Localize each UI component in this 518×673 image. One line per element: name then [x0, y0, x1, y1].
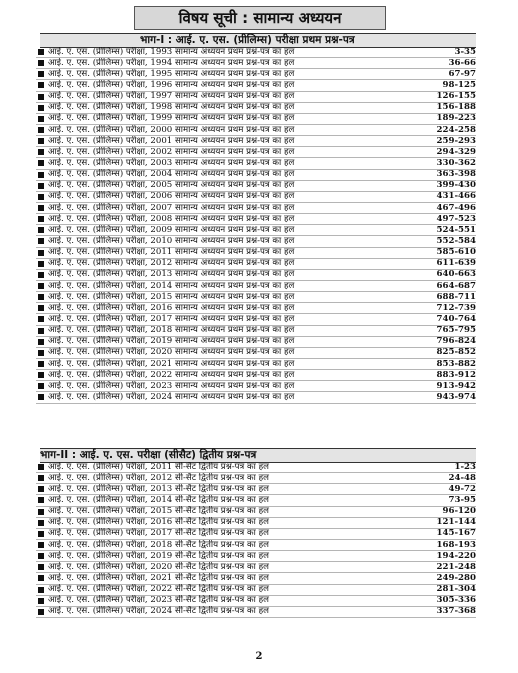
toc-entry-title: आई. ए. एस. (प्रीलिम्स) परीक्षा, 2015 सी-सैट द्वितीय प्रश्न-पत्र का हल: [48, 506, 269, 517]
toc-entry-title: आई. ए. एस. (प्रीलिम्स) परीक्षा, 2010 सामान्य अध्ययन प्रथम प्रश्न-पत्र का हल: [48, 235, 295, 246]
toc-entry-title: आई. ए. एस. (प्रीलिम्स) परीक्षा, 2022 सी-सैट द्वितीय प्रश्न-पत्र का हल: [48, 584, 269, 595]
toc-entry: [36, 303, 476, 314]
page-number: 2: [255, 651, 263, 662]
square-bullet-icon: [38, 553, 44, 559]
square-bullet-icon: [38, 486, 44, 492]
toc-entry-pages: 145-167: [436, 528, 476, 539]
toc-entry-title: आई. ए. एस. (प्रीलिम्स) परीक्षा, 2021 सी-सैट द्वितीय प्रश्न-पत्र का हल: [48, 572, 269, 583]
square-bullet-icon: [38, 520, 44, 526]
toc-entry-pages: 883-912: [436, 369, 476, 380]
square-bullet-icon: [38, 272, 44, 278]
toc-entry-pages: 796-824: [436, 336, 476, 347]
square-bullet-icon: [38, 575, 44, 581]
toc-entry-title: आई. ए. एस. (प्रीलिम्स) परीक्षा, 2001 सामान्य अध्ययन प्रथम प्रश्न-पत्र का हल: [48, 135, 295, 146]
toc-entry: [36, 370, 476, 381]
toc-entry-pages: 552-584: [436, 235, 476, 246]
toc-entry: [36, 259, 476, 270]
square-bullet-icon: [38, 60, 44, 66]
square-bullet-icon: [38, 250, 44, 256]
toc-entry: [36, 473, 476, 484]
toc-entry: [36, 92, 476, 103]
toc-entry-pages: 399-430: [436, 180, 476, 191]
toc-entry-pages: 664-687: [436, 280, 476, 291]
square-bullet-icon: [38, 542, 44, 548]
toc-entry-title: आई. ए. एस. (प्रीलिम्स) परीक्षा, 1998 सामान्य अध्ययन प्रथम प्रश्न-पत्र का हल: [48, 102, 295, 113]
toc-entry: [36, 314, 476, 325]
toc-entry-title: आई. ए. एस. (प्रीलिम्स) परीक्षा, 2014 सामान्य अध्ययन प्रथम प्रश्न-पत्र का हल: [48, 280, 295, 291]
toc-entry: [36, 170, 476, 181]
toc-entry: [36, 103, 476, 114]
square-bullet-icon: [38, 238, 44, 244]
toc-entry-title: आई. ए. एस. (प्रीलिम्स) परीक्षा, 2004 सामान्य अध्ययन प्रथम प्रश्न-पत्र का हल: [48, 169, 295, 180]
toc-entry-pages: 259-293: [436, 135, 476, 146]
square-bullet-icon: [38, 531, 44, 537]
square-bullet-icon: [38, 609, 44, 615]
toc-entry-title: आई. ए. एस. (प्रीलिम्स) परीक्षा, 2014 सी-सैट द्वितीय प्रश्न-पत्र का हल: [48, 495, 269, 505]
toc-entry-title: आई. ए. एस. (प्रीलिम्स) परीक्षा, 2021 सामान्य अध्ययन प्रथम प्रश्न-पत्र का हल: [48, 358, 295, 369]
toc-entry-pages: 156-188: [436, 102, 476, 113]
toc-entry-title: आई. ए. एस. (प्रीलिम्स) परीक्षा, 2022 सामान्य अध्ययन प्रथम प्रश्न-पत्र का हल: [48, 369, 295, 380]
toc-entry: [36, 47, 476, 58]
toc-entry-pages: 740-764: [436, 313, 476, 324]
toc-list-part-1: [36, 47, 476, 404]
toc-entry: [36, 562, 476, 573]
toc-entry-pages: 294-329: [436, 146, 476, 157]
toc-entry-pages: 189-223: [436, 113, 476, 124]
toc-entry: [36, 359, 476, 370]
square-bullet-icon: [38, 160, 44, 166]
square-bullet-icon: [38, 261, 44, 267]
toc-entry-pages: 765-795: [436, 325, 476, 336]
section-heading-part-2: भाग-II : आई. ए. एस. परीक्षा (सीसैट) द्वितीय प्रश्न-पत्र: [40, 448, 476, 463]
toc-entry: [36, 337, 476, 348]
toc-entry-pages: 249-280: [436, 572, 476, 583]
toc-entry-title: आई. ए. एस. (प्रीलिम्स) परीक्षा, 2009 सामान्य अध्ययन प्रथम प्रश्न-पत्र का हल: [48, 224, 295, 235]
square-bullet-icon: [38, 194, 44, 200]
toc-entry-pages: 24-48: [448, 472, 476, 483]
toc-entry-pages: 611-639: [436, 258, 476, 269]
toc-entry: [36, 551, 476, 562]
toc-entry-pages: 168-193: [436, 539, 476, 550]
toc-entry: [36, 270, 476, 281]
square-bullet-icon: [38, 116, 44, 122]
square-bullet-icon: [38, 475, 44, 481]
toc-entry: [36, 292, 476, 303]
square-bullet-icon: [38, 71, 44, 77]
toc-entry-pages: 467-496: [436, 202, 476, 213]
toc-entry: [36, 484, 476, 495]
toc-entry-pages: 126-155: [436, 91, 476, 102]
toc-entry-title: आई. ए. एस. (प्रीलिम्स) परीक्षा, 1999 सामान्य अध्ययन प्रथम प्रश्न-पत्र का हल: [48, 113, 295, 124]
toc-entry-title: आई. ए. एस. (प्रीलिम्स) परीक्षा, 1995 सामान्य अध्ययन प्रथम प्रश्न-पत्र का हल: [48, 68, 295, 79]
toc-entry-title: आई. ए. एस. (प्रीलिम्स) परीक्षा, 2018 सी-सैट द्वितीय प्रश्न-पत्र का हल: [48, 539, 269, 550]
toc-entry: [36, 203, 476, 214]
square-bullet-icon: [38, 227, 44, 233]
toc-entry: [36, 80, 476, 91]
square-bullet-icon: [38, 509, 44, 515]
square-bullet-icon: [38, 350, 44, 356]
square-bullet-icon: [38, 328, 44, 334]
toc-entry-title: आई. ए. एस. (प्रीलिम्स) परीक्षा, 1993 सामान्य अध्ययन प्रथम प्रश्न-पत्र का हल: [48, 46, 295, 57]
square-bullet-icon: [38, 316, 44, 322]
toc-entry-title: आई. ए. एस. (प्रीलिम्स) परीक्षा, 2017 सी-सैट द्वितीय प्रश्न-पत्र का हल: [48, 528, 269, 539]
toc-entry-title: आई. ए. एस. (प्रीलिम्स) परीक्षा, 2000 सामान्य अध्ययन प्रथम प्रश्न-पत्र का हल: [48, 124, 295, 135]
toc-entry: [36, 125, 476, 136]
toc-entry-pages: 524-551: [436, 224, 476, 235]
square-bullet-icon: [38, 587, 44, 593]
toc-entry-title: आई. ए. एस. (प्रीलिम्स) परीक्षा, 2016 सामान्य अध्ययन प्रथम प्रश्न-पत्र का हल: [48, 302, 295, 313]
toc-entry-pages: 497-523: [436, 213, 476, 224]
toc-entry-pages: 67-97: [448, 68, 476, 79]
toc-entry-title: आई. ए. एस. (प्रीलिम्स) परीक्षा, 2015 सामान्य अध्ययन प्रथम प्रश्न-पत्र का हल: [48, 291, 295, 302]
toc-entry-pages: 640-663: [436, 269, 476, 280]
toc-entry: [36, 381, 476, 392]
toc-entry: [36, 573, 476, 584]
square-bullet-icon: [38, 127, 44, 133]
square-bullet-icon: [38, 172, 44, 178]
toc-entry: [36, 348, 476, 359]
toc-entry-pages: 943-974: [436, 391, 476, 402]
toc-entry: [36, 69, 476, 80]
toc-entry: [36, 181, 476, 192]
toc-entry-title: आई. ए. एस. (प्रीलिम्स) परीक्षा, 2011 सामान्य अध्ययन प्रथम प्रश्न-पत्र का हल: [48, 247, 295, 258]
toc-entry-pages: 96-120: [442, 506, 476, 517]
square-bullet-icon: [38, 464, 44, 470]
toc-entry: [36, 214, 476, 225]
square-bullet-icon: [38, 94, 44, 100]
toc-entry: [36, 158, 476, 169]
toc-entry: [36, 192, 476, 203]
toc-entry-title: आई. ए. एस. (प्रीलिम्स) परीक्षा, 2013 सी-सैट द्वितीय प्रश्न-पत्र का हल: [48, 483, 269, 494]
toc-entry-title: आई. ए. एस. (प्रीलिम्स) परीक्षा, 2018 सामान्य अध्ययन प्रथम प्रश्न-पत्र का हल: [48, 325, 295, 336]
toc-entry-pages: 585-610: [436, 247, 476, 258]
toc-entry-title: आई. ए. एस. (प्रीलिम्स) परीक्षा, 1997 सामान्य अध्ययन प्रथम प्रश्न-पत्र का हल: [48, 91, 295, 102]
toc-entry: [36, 607, 476, 618]
toc-entry: [36, 326, 476, 337]
toc-entry: [36, 281, 476, 292]
toc-entry: [36, 529, 476, 540]
toc-entry: [36, 495, 476, 506]
toc-entry: [36, 392, 476, 403]
toc-entry-title: आई. ए. एस. (प्रीलिम्स) परीक्षा, 2024 सी-सैट द्वितीय प्रश्न-पत्र का हल: [48, 606, 269, 617]
square-bullet-icon: [38, 598, 44, 604]
toc-entry-pages: 305-336: [436, 595, 476, 606]
square-bullet-icon: [38, 105, 44, 111]
toc-entry: [36, 136, 476, 147]
toc-entry-title: आई. ए. एस. (प्रीलिम्स) परीक्षा, 2019 सी-सैट द्वितीय प्रश्न-पत्र का हल: [48, 550, 269, 561]
toc-entry-pages: 913-942: [436, 380, 476, 391]
square-bullet-icon: [38, 497, 44, 503]
toc-entry: [36, 225, 476, 236]
toc-entry: [36, 596, 476, 607]
toc-entry-title: आई. ए. एस. (प्रीलिम्स) परीक्षा, 2020 सामान्य अध्ययन प्रथम प्रश्न-पत्र का हल: [48, 347, 295, 358]
toc-entry: [36, 236, 476, 247]
toc-list-part-2: [36, 462, 476, 618]
square-bullet-icon: [38, 394, 44, 400]
square-bullet-icon: [38, 339, 44, 345]
toc-entry-pages: 712-739: [436, 302, 476, 313]
toc-entry-title: आई. ए. एस. (प्रीलिम्स) परीक्षा, 1996 सामान्य अध्ययन प्रथम प्रश्न-पत्र का हल: [48, 80, 295, 90]
toc-entry-title: आई. ए. एस. (प्रीलिम्स) परीक्षा, 2017 सामान्य अध्ययन प्रथम प्रश्न-पत्र का हल: [48, 313, 295, 324]
toc-entry-pages: 825-852: [436, 347, 476, 358]
toc-entry: [36, 114, 476, 125]
square-bullet-icon: [38, 283, 44, 289]
square-bullet-icon: [38, 294, 44, 300]
toc-entry-title: आई. ए. एस. (प्रीलिम्स) परीक्षा, 2002 सामान्य अध्ययन प्रथम प्रश्न-पत्र का हल: [48, 146, 295, 157]
toc-entry-title: आई. ए. एस. (प्रीलिम्स) परीक्षा, 2012 सामान्य अध्ययन प्रथम प्रश्न-पत्र का हल: [48, 258, 295, 269]
toc-entry: [36, 507, 476, 518]
toc-entry: [36, 462, 476, 473]
toc-entry-title: आई. ए. एस. (प्रीलिम्स) परीक्षा, 2013 सामान्य अध्ययन प्रथम प्रश्न-पत्र का हल: [48, 269, 295, 280]
toc-entry-title: आई. ए. एस. (प्रीलिम्स) परीक्षा, 2012 सी-सैट द्वितीय प्रश्न-पत्र का हल: [48, 472, 269, 483]
square-bullet-icon: [38, 82, 44, 88]
square-bullet-icon: [38, 372, 44, 378]
toc-entry-title: आई. ए. एस. (प्रीलिम्स) परीक्षा, 2007 सामान्य अध्ययन प्रथम प्रश्न-पत्र का हल: [48, 202, 295, 213]
toc-entry: [36, 58, 476, 69]
toc-entry: [36, 147, 476, 158]
square-bullet-icon: [38, 49, 44, 55]
toc-entry-pages: 98-125: [442, 80, 476, 90]
square-bullet-icon: [38, 216, 44, 222]
toc-entry-title: आई. ए. एस. (प्रीलिम्स) परीक्षा, 2011 सी-सैट द्वितीय प्रश्न-पत्र का हल: [48, 461, 269, 472]
toc-entry-pages: 73-95: [448, 495, 476, 505]
toc-entry-title: आई. ए. एस. (प्रीलिम्स) परीक्षा, 2023 सामान्य अध्ययन प्रथम प्रश्न-पत्र का हल: [48, 380, 295, 391]
toc-entry-pages: 853-882: [436, 358, 476, 369]
square-bullet-icon: [38, 305, 44, 311]
square-bullet-icon: [38, 138, 44, 144]
toc-entry-pages: 431-466: [436, 191, 476, 202]
toc-entry-title: आई. ए. एस. (प्रीलिम्स) परीक्षा, 2024 सामान्य अध्ययन प्रथम प्रश्न-पत्र का हल: [48, 391, 295, 402]
toc-entry-title: आई. ए. एस. (प्रीलिम्स) परीक्षा, 2020 सी-सैट द्वितीय प्रश्न-पत्र का हल: [48, 561, 269, 572]
square-bullet-icon: [38, 205, 44, 211]
toc-entry-pages: 224-258: [436, 124, 476, 135]
section-heading-part-1: भाग-I : आई. ए. एस. (प्रीलिम्स) परीक्षा प्रथम प्रश्न-पत्र: [40, 33, 476, 48]
toc-entry-pages: 688-711: [436, 291, 476, 302]
toc-entry-pages: 194-220: [436, 550, 476, 561]
square-bullet-icon: [38, 183, 44, 189]
toc-entry-pages: 221-248: [436, 561, 476, 572]
toc-entry-pages: 330-362: [436, 157, 476, 168]
toc-entry: [36, 540, 476, 551]
toc-entry: [36, 518, 476, 529]
square-bullet-icon: [38, 149, 44, 155]
toc-entry-pages: 1-23: [454, 461, 476, 472]
toc-entry: [36, 585, 476, 596]
toc-entry-pages: 121-144: [436, 517, 476, 528]
toc-entry-pages: 281-304: [436, 584, 476, 595]
toc-entry-pages: 36-66: [448, 57, 476, 68]
toc-entry-title: आई. ए. एस. (प्रीलिम्स) परीक्षा, 2003 सामान्य अध्ययन प्रथम प्रश्न-पत्र का हल: [48, 157, 295, 168]
toc-entry-title: आई. ए. एस. (प्रीलिम्स) परीक्षा, 2006 सामान्य अध्ययन प्रथम प्रश्न-पत्र का हल: [48, 191, 295, 202]
toc-entry-pages: 337-368: [436, 606, 476, 617]
page-title: विषय सूची : सामान्य अध्ययन: [134, 6, 386, 30]
toc-entry-title: आई. ए. एस. (प्रीलिम्स) परीक्षा, 2005 सामान्य अध्ययन प्रथम प्रश्न-पत्र का हल: [48, 180, 295, 191]
toc-entry-title: आई. ए. एस. (प्रीलिम्स) परीक्षा, 2019 सामान्य अध्ययन प्रथम प्रश्न-पत्र का हल: [48, 336, 295, 347]
toc-entry-title: आई. ए. एस. (प्रीलिम्स) परीक्षा, 2008 सामान्य अध्ययन प्रथम प्रश्न-पत्र का हल: [48, 213, 295, 224]
toc-entry-title: आई. ए. एस. (प्रीलिम्स) परीक्षा, 1994 सामान्य अध्ययन प्रथम प्रश्न-पत्र का हल: [48, 57, 295, 68]
toc-entry-title: आई. ए. एस. (प्रीलिम्स) परीक्षा, 2023 सी-सैट द्वितीय प्रश्न-पत्र का हल: [48, 595, 269, 606]
square-bullet-icon: [38, 383, 44, 389]
toc-entry: [36, 248, 476, 259]
toc-entry-pages: 49-72: [448, 483, 476, 494]
toc-entry-title: आई. ए. एस. (प्रीलिम्स) परीक्षा, 2016 सी-सैट द्वितीय प्रश्न-पत्र का हल: [48, 517, 269, 528]
toc-entry-pages: 363-398: [436, 169, 476, 180]
square-bullet-icon: [38, 361, 44, 367]
square-bullet-icon: [38, 564, 44, 570]
toc-entry-pages: 3-35: [454, 46, 476, 57]
